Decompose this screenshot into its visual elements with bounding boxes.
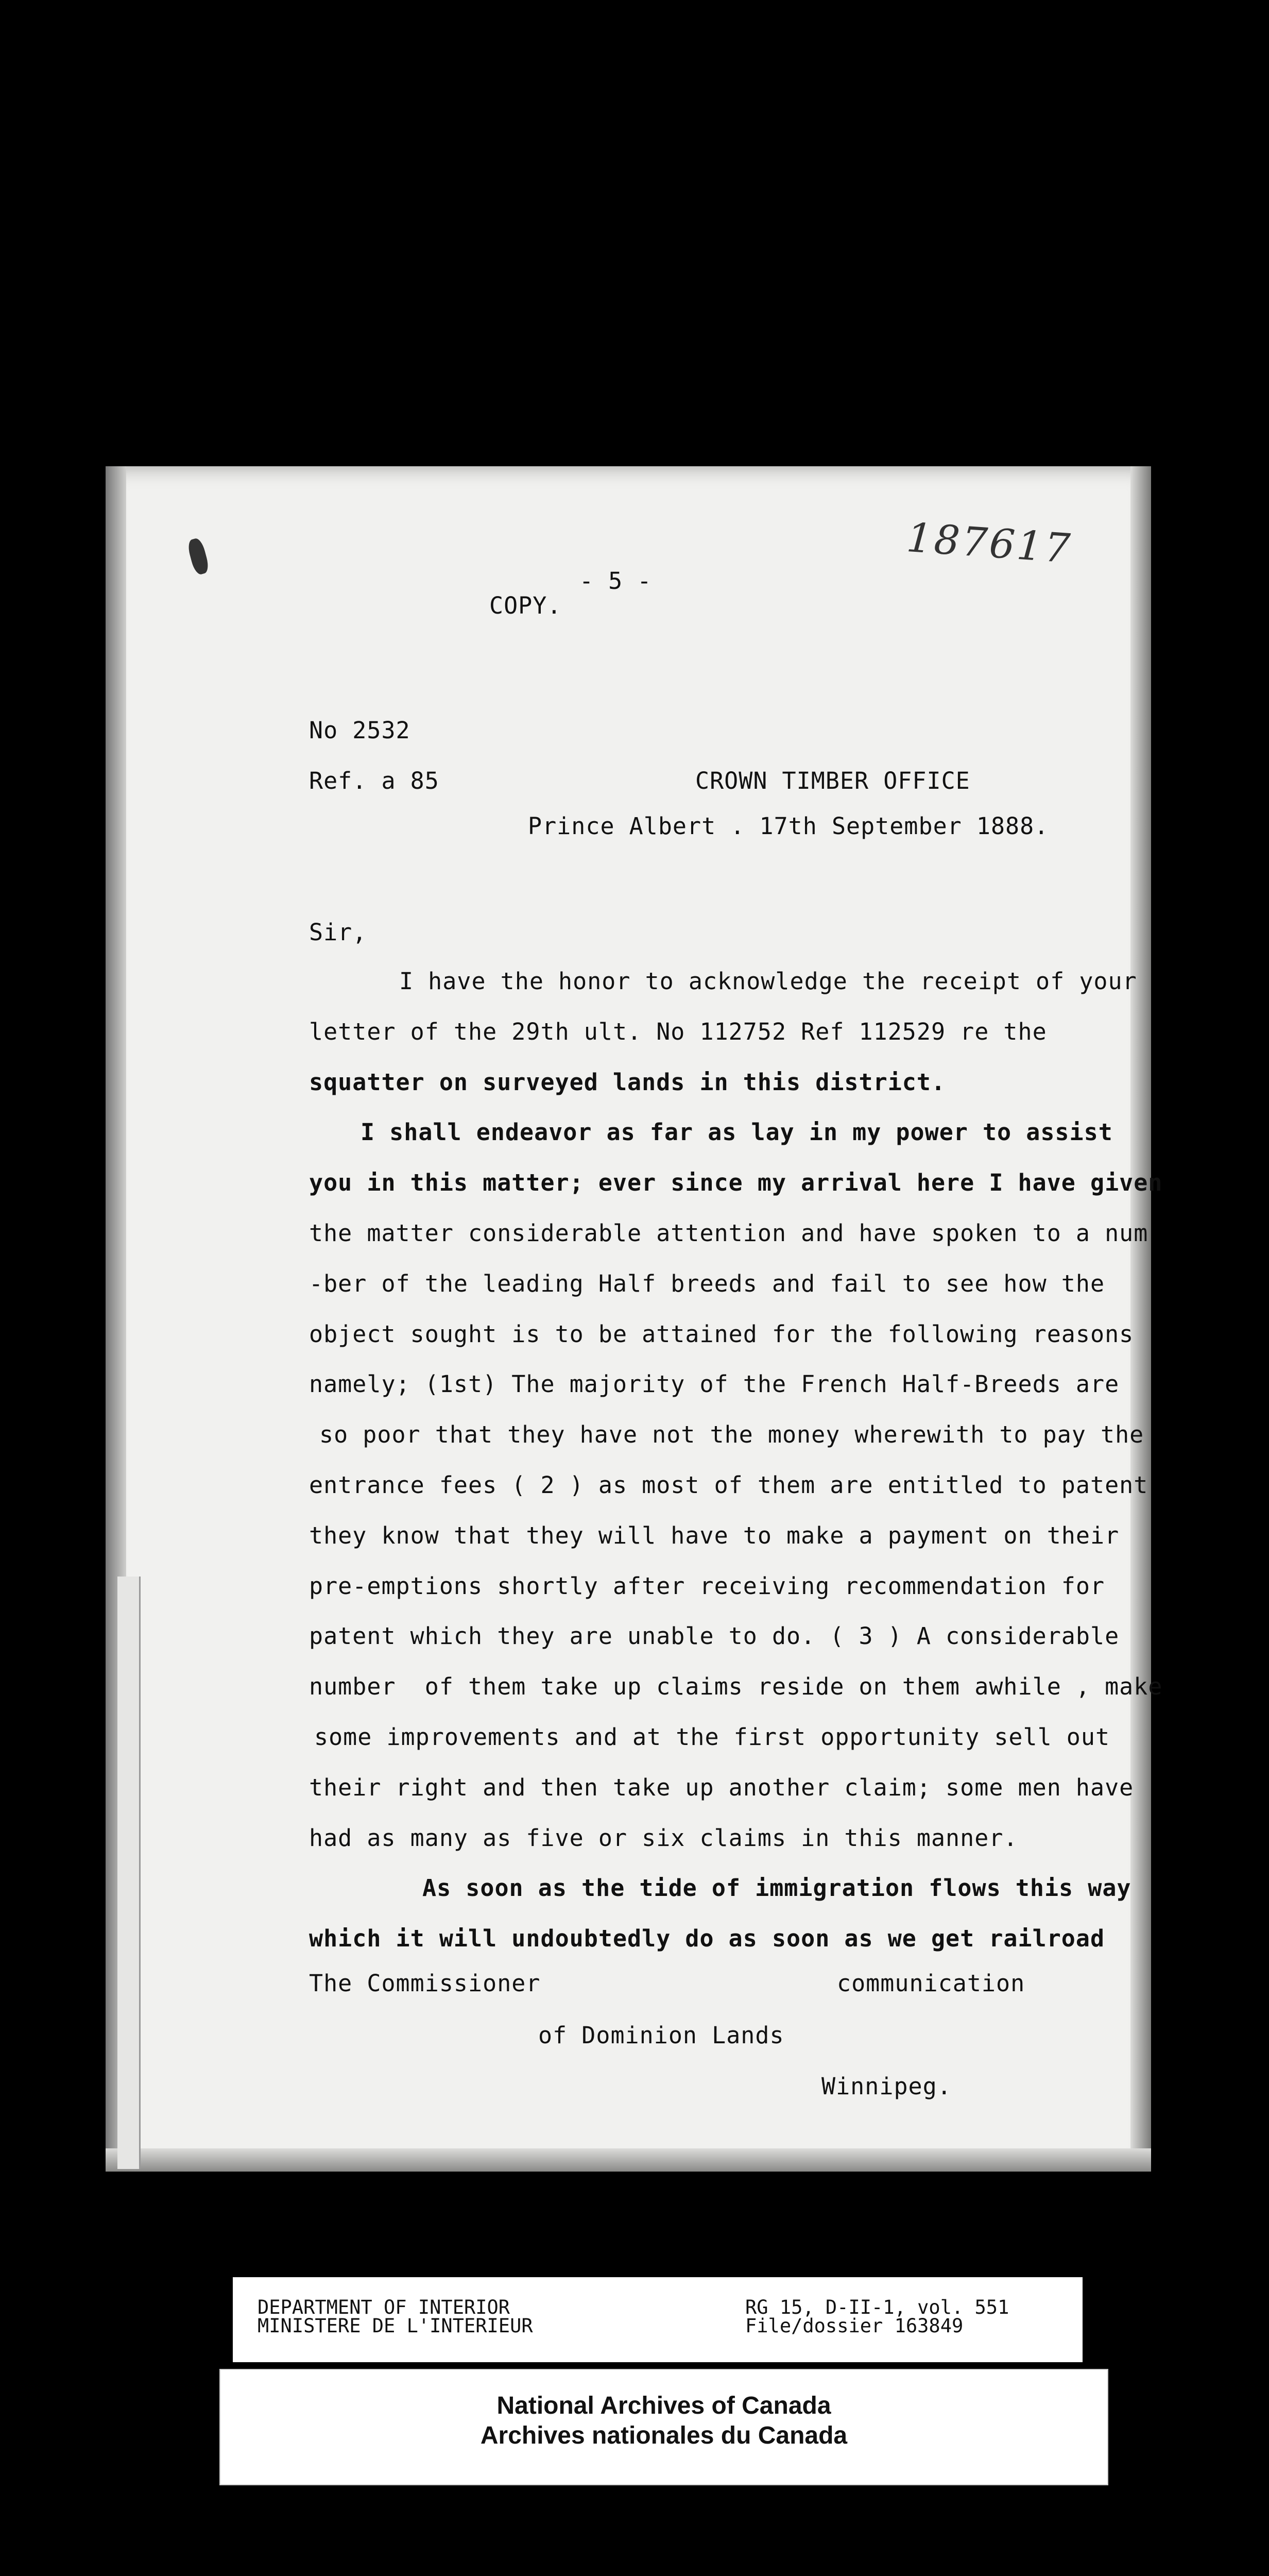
page-edge-right [1130, 466, 1151, 2172]
body-line: their right and then take up another claim; some men have [309, 1774, 1134, 1801]
body-line: pre-emptions shortly after receiving recommendation for [309, 1572, 1105, 1600]
body-line: entrance fees ( 2 ) as most of them are entitled to patent [309, 1471, 1148, 1499]
body-line: letter of the 29th ult. No 112752 Ref 112529 re the [309, 1018, 1047, 1045]
handwritten-number: 187617 [905, 514, 1074, 573]
copy-label: COPY. [489, 592, 562, 619]
archives-name-french: Archives nationales du Canada [480, 2422, 848, 2449]
record-group-reference: RG 15, D-II-1, vol. 551 [745, 2296, 1009, 2318]
file-dossier-reference: File/dossier 163849 [745, 2315, 964, 2337]
addressee-department: of Dominion Lands [538, 2022, 784, 2049]
page-edge-bottom [106, 2148, 1151, 2172]
addressee-title: The Commissioner [309, 1970, 541, 1997]
body-line: object sought is to be attained for the following reasons [309, 1320, 1134, 1348]
body-line: had as many as five or six claims in this manner. [309, 1824, 1018, 1852]
body-line: so poor that they have not the money wherewith to pay the [319, 1421, 1144, 1448]
body-line: some improvements and at the first opportunity sell out [314, 1723, 1110, 1751]
body-line: you in this matter; ever since my arrival here I have given [309, 1169, 1163, 1196]
office-name: CROWN TIMBER OFFICE [695, 767, 970, 794]
body-line: they know that they will have to make a payment on their [309, 1522, 1120, 1549]
reference-number: No 2532 [309, 717, 410, 744]
national-archives-label [219, 2369, 1108, 2485]
body-line: -ber of the leading Half breeds and fail to see how the [309, 1270, 1105, 1297]
reference-a: Ref. a 85 [309, 767, 439, 794]
archives-name-english: National Archives of Canada [496, 2392, 831, 2419]
body-line: the matter considerable attention and have spoken to a num [309, 1219, 1148, 1247]
body-line: I shall endeavor as far as lay in my power to assist [361, 1118, 1113, 1146]
department-french: MINISTERE DE L'INTERIEUR [258, 2315, 533, 2337]
body-line: number of them take up claims reside on them awhile , make [309, 1673, 1163, 1700]
body-line: squatter on surveyed lands in this district. [309, 1069, 946, 1096]
body-line: patent which they are unable to do. ( 3 ) A considerable [309, 1622, 1120, 1650]
body-line: As soon as the tide of immigration flows this way [422, 1874, 1131, 1902]
addressee-city: Winnipeg. [821, 2073, 952, 2100]
body-line: namely; (1st) The majority of the French Half-Breeds are [309, 1370, 1120, 1398]
department-english: DEPARTMENT OF INTERIOR [258, 2296, 510, 2318]
body-line: I have the honor to acknowledge the receipt of your [399, 968, 1137, 995]
continuation-word: communication [837, 1970, 1025, 1997]
page-tab-strip [117, 1577, 141, 2169]
document-page [106, 466, 1151, 2172]
place-date: Prince Albert . 17th September 1888. [528, 812, 1049, 840]
archive-reference-label [233, 2277, 1083, 2362]
page-number: - 5 - [579, 567, 652, 595]
body-line: which it will undoubtedly do as soon as we get railroad [309, 1925, 1105, 1952]
salutation: Sir, [309, 919, 367, 946]
